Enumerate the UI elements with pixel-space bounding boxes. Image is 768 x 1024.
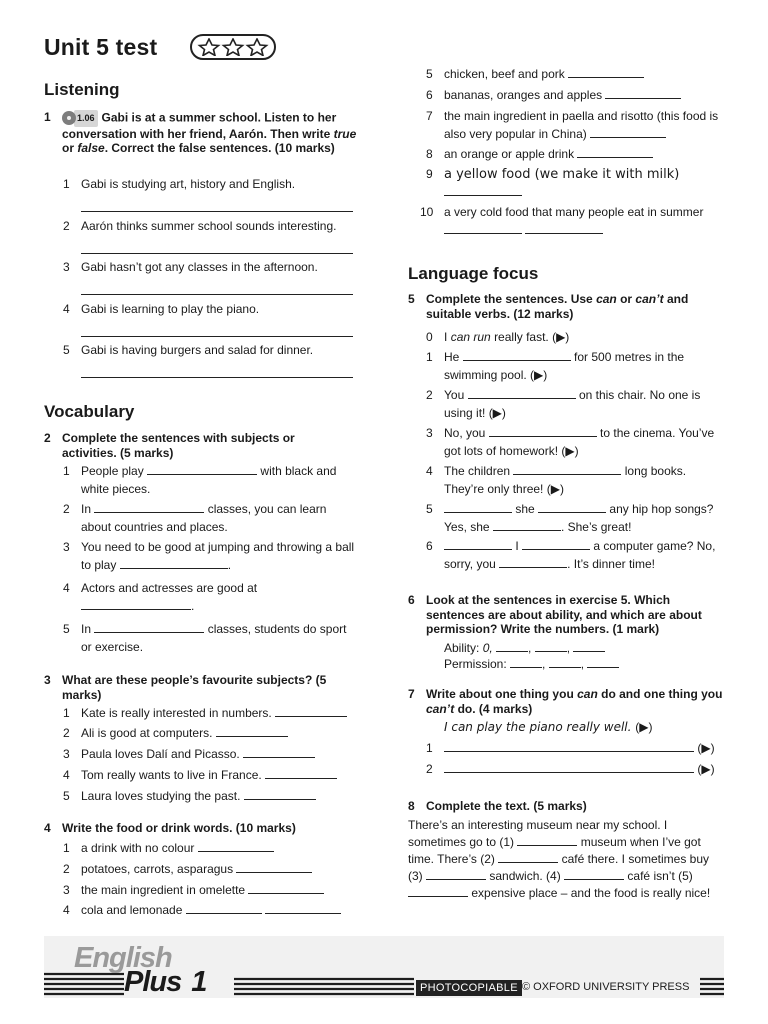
list-item: 4 Gabi is learning to play the piano. xyxy=(63,302,260,316)
answer-blank[interactable] xyxy=(186,903,262,914)
question-4-instructions: 4 Write the food or drink words. (10 marks) xyxy=(44,821,296,835)
answer-blank[interactable] xyxy=(243,747,315,758)
brand-logo-english: English xyxy=(74,942,172,974)
list-item: 2 You on this chair. No one is using it! (▶) xyxy=(426,388,701,420)
list-item: 2 potatoes, carrots, asparagus xyxy=(81,861,371,879)
answer-blank[interactable] xyxy=(444,539,512,550)
question-7-instructions: 7 Write about one thing you can do and one thing you can’t do. (4 marks) xyxy=(408,687,723,716)
section-heading-vocabulary: Vocabulary xyxy=(44,402,135,421)
list-item: 4 Actors and actresses are good at . xyxy=(63,581,258,613)
answer-blank[interactable] xyxy=(605,88,681,99)
list-item: 8 an orange or apple drink xyxy=(444,146,734,164)
list-item: 3 Paula loves Dalí and Picasso. xyxy=(81,746,371,764)
difficulty-stars xyxy=(190,34,276,60)
list-item: 5 In classes, students do sport or exercise. xyxy=(63,622,347,654)
answer-blank[interactable] xyxy=(444,762,694,773)
answer-blank[interactable] xyxy=(590,127,666,138)
answer-line[interactable] xyxy=(81,336,353,337)
answer-line[interactable] xyxy=(81,253,353,254)
answer-blank[interactable] xyxy=(568,67,644,78)
list-item: 3 Gabi hasn’t got any classes in the afternoon. xyxy=(63,260,318,274)
list-item: 1 a drink with no colour xyxy=(81,840,371,858)
answer-blank[interactable] xyxy=(498,852,558,863)
answer-blank[interactable] xyxy=(236,862,312,873)
answer-blank[interactable] xyxy=(216,726,288,737)
answer-line[interactable] xyxy=(81,211,353,212)
answer-blank[interactable] xyxy=(489,426,597,437)
question-number: 1 xyxy=(44,110,51,124)
answer-blank[interactable] xyxy=(444,223,522,234)
answer-blank[interactable] xyxy=(535,641,567,652)
answer-blank[interactable] xyxy=(525,223,603,234)
question-8-instructions: 8 Complete the text. (5 marks) xyxy=(408,799,587,813)
list-item: 10 a very cold food that many people eat in summer xyxy=(444,204,734,239)
list-item: 2 In classes, you can learn about countries and places. xyxy=(63,502,327,534)
answer-blank[interactable] xyxy=(444,741,694,752)
answer-blank[interactable] xyxy=(198,841,274,852)
brand-logo-plus: Plus 1 xyxy=(124,966,207,998)
list-item: 1 Kate is really interested in numbers. xyxy=(81,705,371,723)
answer-blank[interactable] xyxy=(248,883,324,894)
answer-blank[interactable] xyxy=(275,706,347,717)
answer-blank[interactable] xyxy=(577,147,653,158)
answer-blank[interactable] xyxy=(496,641,528,652)
answer-blank[interactable] xyxy=(147,464,257,475)
answer-blank[interactable] xyxy=(444,502,512,513)
answer-blank[interactable] xyxy=(587,657,619,668)
star-icon xyxy=(197,38,269,56)
cloze-paragraph: There’s an interesting museum near my school. I sometimes go to (1) museum when I’ve got time. There’s (2) café there. I sometimes buy (3) sandwich. (4) café isn’t (5) expensive place – and the food is really nice! xyxy=(408,818,711,900)
answer-blank[interactable] xyxy=(573,641,605,652)
answer-blank[interactable] xyxy=(120,558,228,569)
list-item: 6 I a computer game? No, sorry, you . It’s dinner time! xyxy=(426,539,716,571)
section-heading-listening: Listening xyxy=(44,80,120,99)
answer-blank[interactable] xyxy=(408,886,468,897)
answer-blank[interactable] xyxy=(81,599,191,610)
list-item: 4 Tom really wants to live in France. xyxy=(81,767,371,785)
answer-blank[interactable] xyxy=(538,502,606,513)
question-6-instructions: 6 Look at the sentences in exercise 5. Which sentences are about ability, and which are about permission? Write the numbers. (1 mark) xyxy=(408,593,702,636)
publisher-credit: © OXFORD UNIVERSITY PRESS xyxy=(522,981,690,993)
question-5-instructions: 5 Complete the sentences. Use can or can’t and suitable verbs. (12 marks) xyxy=(408,292,689,321)
permission-line: Permission: , , xyxy=(444,656,734,674)
list-item: 4 The children long books. They’re only three! (▶) xyxy=(426,464,687,496)
list-item: 0 I can run really fast. (▶) xyxy=(426,330,570,344)
list-item: 2 Aarón thinks summer school sounds interesting. xyxy=(63,219,337,233)
question-3-instructions: 3 What are these people’s favourite subjects? (5 marks) xyxy=(44,673,327,702)
answer-blank[interactable] xyxy=(265,903,341,914)
list-item: 3 the main ingredient in omelette xyxy=(81,882,371,900)
answer-blank[interactable] xyxy=(463,350,571,361)
answer-blank[interactable] xyxy=(517,835,577,846)
ability-line: Ability: 0, , , xyxy=(444,640,734,658)
photocopiable-badge: PHOTOCOPIABLE xyxy=(416,980,522,996)
answer-line-row: 2 (▶) xyxy=(426,762,715,776)
audio-track-icon[interactable]: 1.06 xyxy=(62,110,98,127)
list-item: 3 You need to be good at jumping and throwing a ball to play . xyxy=(63,540,355,572)
answer-line[interactable] xyxy=(81,294,353,295)
answer-blank[interactable] xyxy=(265,768,337,779)
answer-blank[interactable] xyxy=(94,622,204,633)
list-item: 2 Ali is good at computers. xyxy=(81,725,371,743)
question-1-instructions: 1 1.06 Gabi is at a summer school. Listen to her conversation with her friend, Aarón. Then write true or false. Correct the false sentences. (10 marks) xyxy=(44,110,357,155)
answer-blank[interactable] xyxy=(444,185,522,196)
example-sentence: I can play the piano really well. (▶) xyxy=(444,720,653,734)
list-item: 9 a yellow food (we make it with milk) xyxy=(444,166,734,201)
answer-blank[interactable] xyxy=(513,464,621,475)
answer-blank[interactable] xyxy=(244,789,316,800)
list-item: 5 Laura loves studying the past. xyxy=(81,788,371,806)
list-item: 4 cola and lemonade xyxy=(81,902,371,920)
list-item: 5 Gabi is having burgers and salad for dinner. xyxy=(63,343,314,357)
list-item: 5 chicken, beef and pork xyxy=(444,66,734,84)
list-item: 1 He for 500 metres in the swimming pool. (▶) xyxy=(426,350,685,382)
answer-blank[interactable] xyxy=(564,869,624,880)
list-item: 1 Gabi is studying art, history and English. xyxy=(63,177,296,191)
answer-line-row: 1 (▶) xyxy=(426,741,715,755)
answer-blank[interactable] xyxy=(499,557,567,568)
answer-blank[interactable] xyxy=(549,657,581,668)
answer-blank[interactable] xyxy=(94,502,204,513)
page-title: Unit 5 test xyxy=(44,34,158,60)
answer-line[interactable] xyxy=(81,377,353,378)
answer-blank[interactable] xyxy=(510,657,542,668)
section-heading-language-focus: Language focus xyxy=(408,264,539,283)
question-2-instructions: 2 Complete the sentences with subjects or activities. (5 marks) xyxy=(44,431,295,460)
answer-blank[interactable] xyxy=(468,388,576,399)
answer-blank[interactable] xyxy=(522,539,590,550)
list-item: 5 she any hip hop songs? Yes, she . She’s great! xyxy=(426,502,714,534)
list-item: 6 bananas, oranges and apples xyxy=(444,87,734,105)
list-item: 3 No, you to the cinema. You’ve got lots of homework! (▶) xyxy=(426,426,715,458)
list-item: 1 People play with black and white pieces. xyxy=(63,464,337,496)
list-item: 7 the main ingredient in paella and risotto (this food is also very popular in China) xyxy=(426,109,719,141)
answer-blank[interactable] xyxy=(426,869,486,880)
answer-blank[interactable] xyxy=(493,520,561,531)
